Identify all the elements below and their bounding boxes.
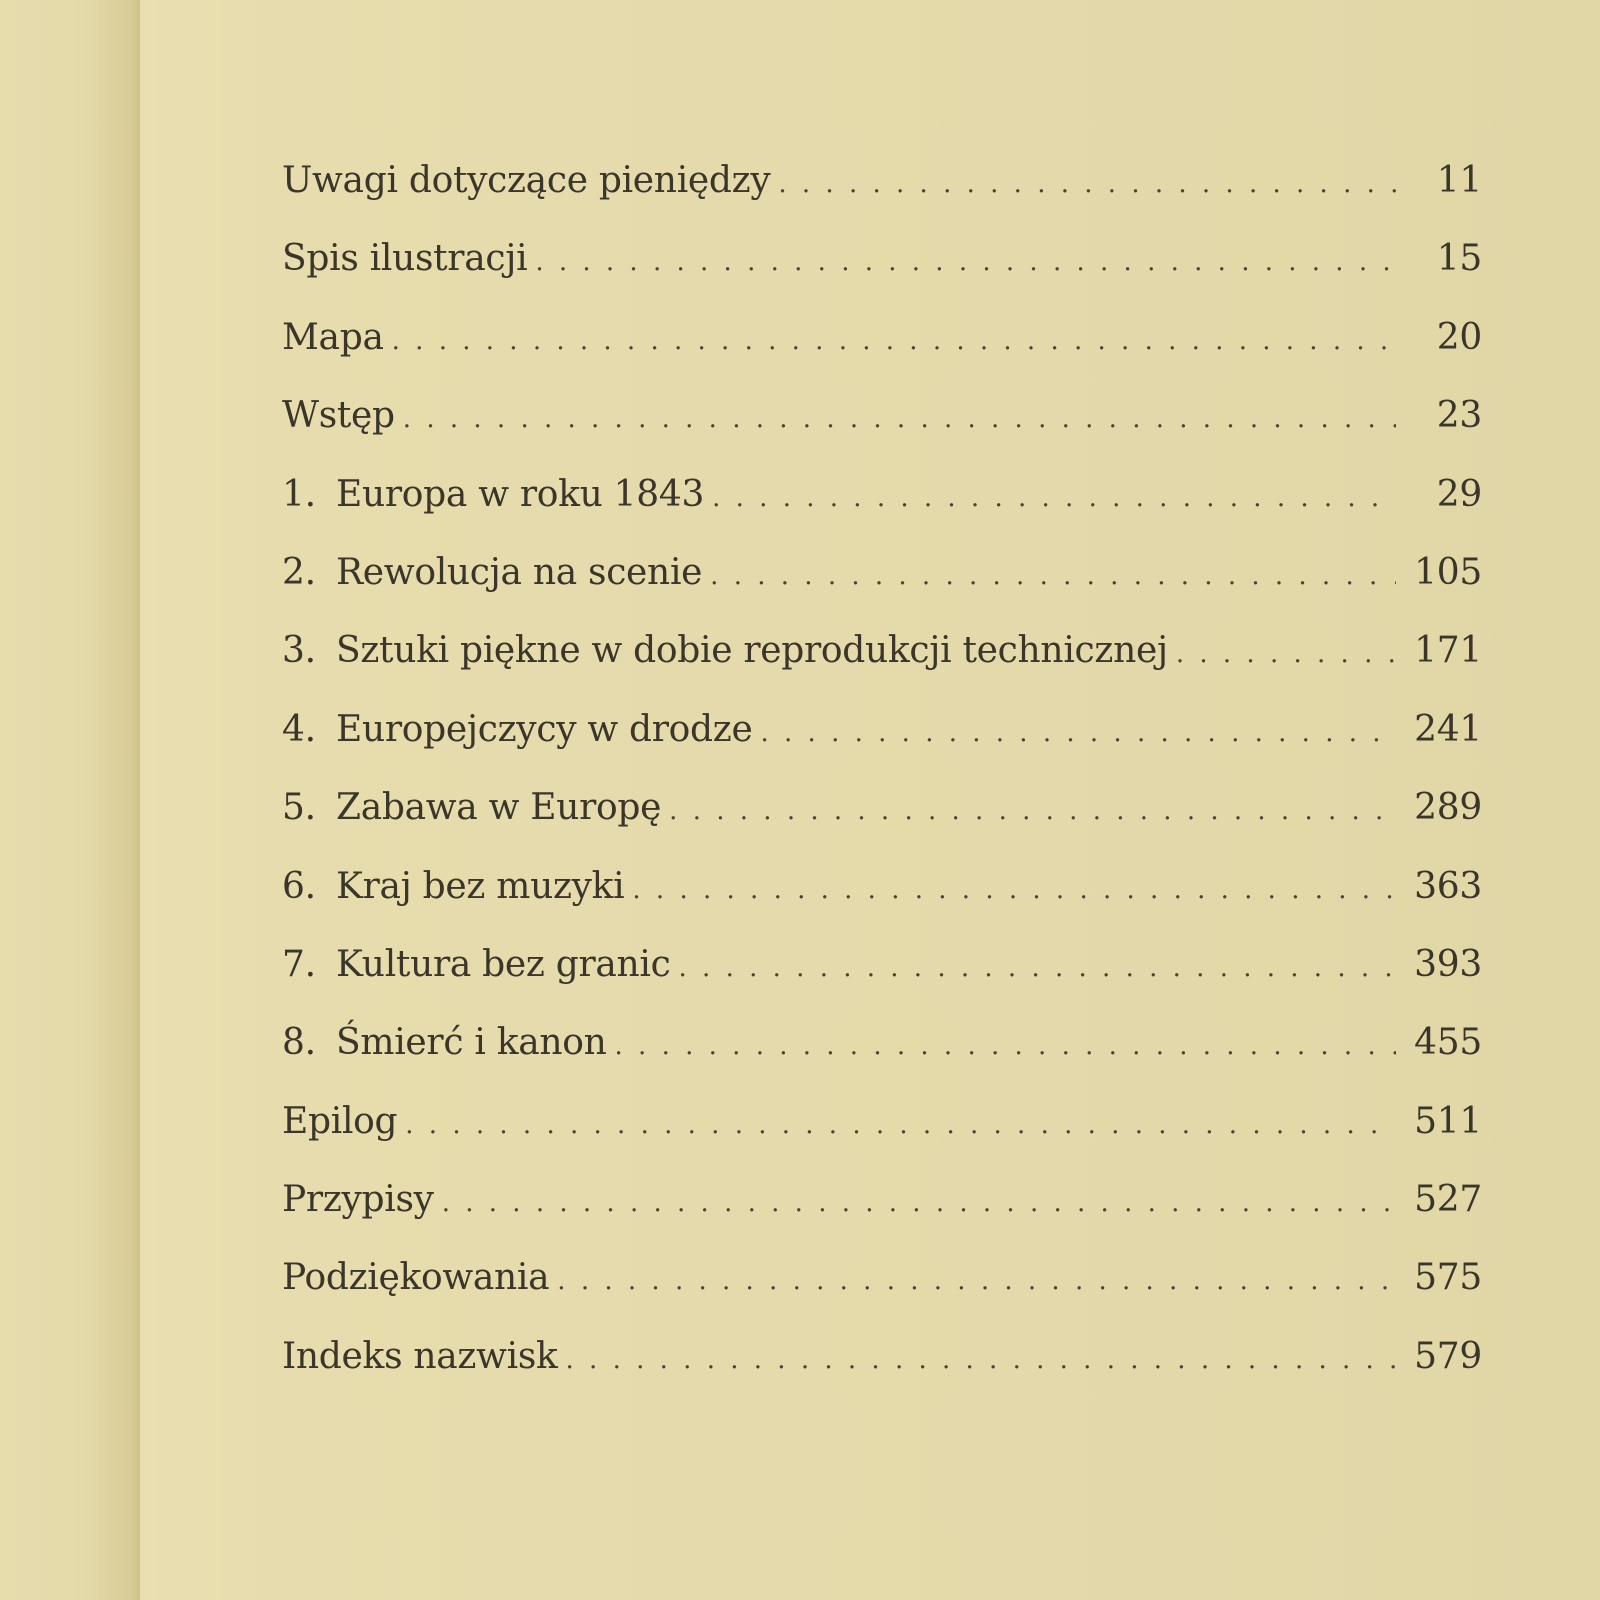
toc-entry-title: Kraj bez muzyki — [336, 865, 625, 907]
toc-page-number: 363 — [1414, 865, 1482, 907]
toc-entry-title: Indeks nazwisk — [282, 1335, 558, 1377]
toc-entry-title: Uwagi dotyczące pieniędzy — [282, 160, 771, 201]
toc-page-number: 171 — [1414, 630, 1482, 672]
toc-entry-5 — [282, 474, 1482, 552]
toc-dot-leader — [403, 404, 1396, 434]
toc-chapter-number: 3. — [282, 630, 316, 672]
toc-dot-leader — [669, 796, 1396, 826]
toc-dot-leader — [710, 561, 1396, 591]
toc-page-number: 23 — [1436, 395, 1482, 437]
toc-dot-leader — [535, 247, 1396, 277]
toc-page-number: 11 — [1436, 160, 1482, 201]
toc-entry-title: Rewolucja na scenie — [336, 551, 703, 593]
toc-page-number: 527 — [1414, 1179, 1482, 1221]
toc-entry-4 — [282, 395, 1482, 473]
toc-page-number: 29 — [1436, 473, 1482, 515]
toc-entry-11 — [282, 944, 1482, 1022]
toc-entry-title: Europa w roku 1843 — [336, 473, 705, 515]
toc-chapter-number: 4. — [282, 708, 316, 750]
toc-page-number: 511 — [1414, 1100, 1482, 1142]
toc-dot-leader — [557, 1266, 1396, 1296]
toc-entry-8 — [282, 709, 1482, 787]
toc-entry-title: Mapa — [282, 316, 384, 358]
toc-entry-14 — [282, 1179, 1482, 1257]
toc-chapter-number: 8. — [282, 1022, 316, 1064]
toc-entry-3 — [282, 317, 1482, 395]
toc-dot-leader — [760, 718, 1396, 748]
toc-entry-16 — [282, 1336, 1482, 1414]
toc-entry-1 — [282, 160, 1482, 238]
toc-entry-13 — [282, 1101, 1482, 1179]
toc-page-number: 15 — [1436, 238, 1482, 280]
toc-page-number: 105 — [1414, 551, 1482, 593]
toc-entry-9 — [282, 787, 1482, 865]
toc-entry-title: Epilog — [282, 1100, 398, 1142]
toc-entry-7 — [282, 630, 1482, 708]
toc-chapter-number: 5. — [282, 787, 316, 829]
toc-entry-title: Kultura bez granic — [336, 943, 671, 985]
toc-page-number: 241 — [1414, 708, 1482, 750]
toc-dot-leader — [1176, 639, 1396, 669]
toc-page-number: 579 — [1414, 1335, 1482, 1377]
toc-entry-15 — [282, 1257, 1482, 1335]
toc-entry-title: Spis ilustracji — [282, 238, 528, 280]
toc-dot-leader — [405, 1110, 1396, 1140]
table-of-contents — [282, 160, 1482, 1414]
toc-dot-leader — [566, 1345, 1396, 1375]
toc-dot-leader — [392, 326, 1396, 356]
toc-dot-leader — [679, 953, 1396, 983]
toc-entry-title: Wstęp — [282, 395, 395, 437]
toc-entry-title: Śmierć i kanon — [336, 1022, 607, 1064]
toc-chapter-number: 7. — [282, 943, 316, 985]
toc-dot-leader — [442, 1188, 1396, 1218]
toc-dot-leader — [712, 483, 1396, 513]
toc-dot-leader — [778, 169, 1396, 199]
toc-page-number: 455 — [1414, 1022, 1482, 1064]
toc-page-number: 575 — [1414, 1257, 1482, 1299]
toc-entry-12 — [282, 1022, 1482, 1100]
toc-entry-10 — [282, 866, 1482, 944]
toc-page-number: 289 — [1414, 787, 1482, 829]
toc-entry-6 — [282, 552, 1482, 630]
toc-chapter-number: 2. — [282, 551, 316, 593]
toc-entry-title: Zabawa w Europę — [336, 787, 662, 829]
toc-entry-title: Podziękowania — [282, 1257, 550, 1299]
toc-entry-2 — [282, 238, 1482, 316]
toc-chapter-number: 6. — [282, 865, 316, 907]
toc-entry-title: Przypisy — [282, 1179, 434, 1221]
book-gutter — [0, 0, 140, 1600]
toc-page-number: 20 — [1436, 316, 1482, 358]
toc-dot-leader — [615, 1031, 1396, 1061]
toc-chapter-number: 1. — [282, 473, 316, 515]
toc-entry-title: Europejczycy w drodze — [336, 708, 753, 750]
toc-dot-leader — [632, 875, 1396, 905]
toc-entry-title: Sztuki piękne w dobie reprodukcji technicznej — [336, 630, 1168, 672]
toc-page-number: 393 — [1414, 943, 1482, 985]
